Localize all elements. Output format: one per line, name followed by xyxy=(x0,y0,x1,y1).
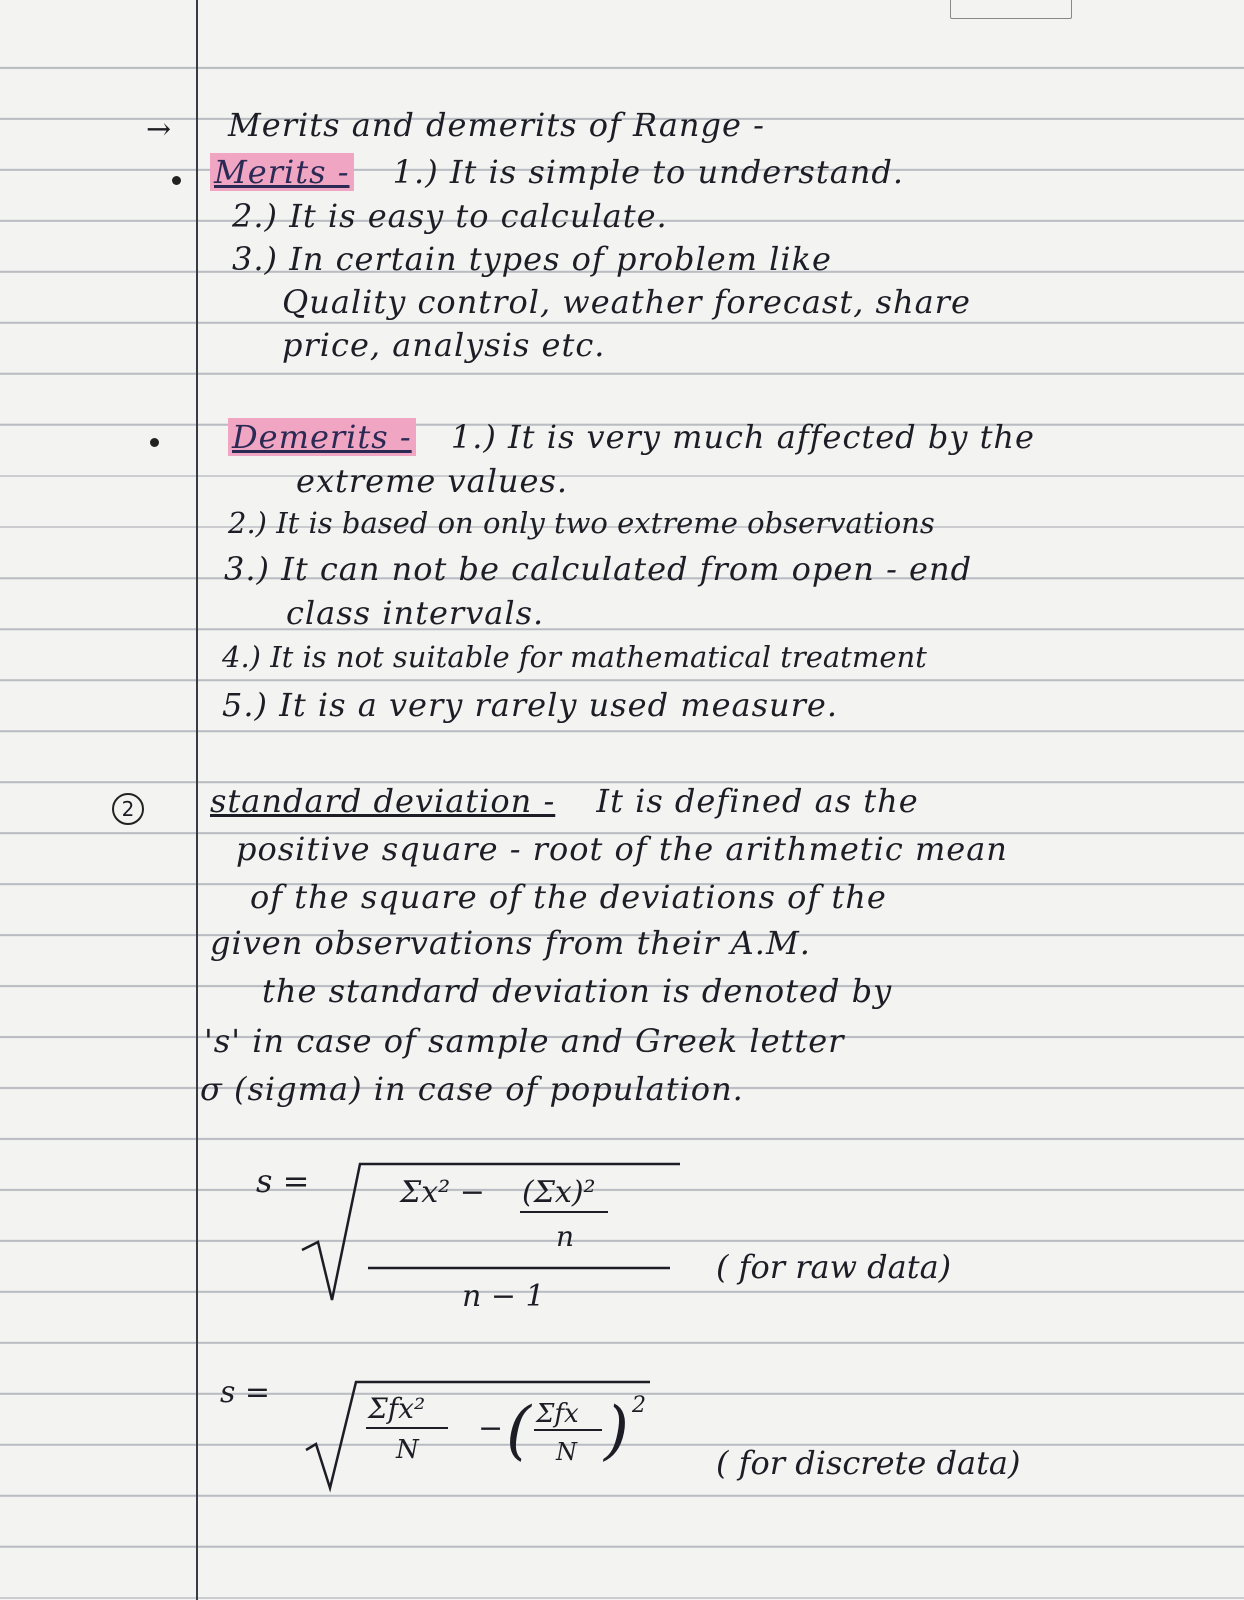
sd-line-2: positive square - root of the arithmetic mean xyxy=(236,830,1008,868)
section-heading: Merits and demerits of Range - xyxy=(228,106,765,144)
formula2-t1-num: Σfx² xyxy=(368,1392,426,1425)
formula-discrete-data xyxy=(210,1370,1130,1514)
formula1-lhs: s = xyxy=(256,1162,310,1200)
formula1-num-b: (Σx)² xyxy=(522,1175,596,1210)
sd-line-5: the standard deviation is denoted by xyxy=(262,972,893,1010)
arrow-icon: → xyxy=(146,112,172,147)
demerits-label: Demerits - xyxy=(228,418,416,456)
left-paren: ( xyxy=(506,1394,531,1468)
formula1-num-b-den: n xyxy=(556,1220,575,1253)
demerits-line-1 xyxy=(228,418,1035,456)
formula2-t2-den: N xyxy=(556,1438,577,1466)
bullet-icon xyxy=(172,176,181,185)
sd-title: standard deviation - xyxy=(210,782,556,820)
formula2-power: 2 xyxy=(632,1393,646,1418)
sd-line-4: given observations from their A.M. xyxy=(210,924,811,962)
demerits-text-1: 1.) It is very much affected by the xyxy=(450,418,1035,456)
formula2-note: ( for discrete data) xyxy=(716,1444,1021,1482)
demerits-line-2: extreme values. xyxy=(296,462,569,500)
formula2-lhs: s = xyxy=(220,1375,271,1410)
merits-line-2: 2.) It is easy to calculate. xyxy=(232,197,668,235)
sd-line-7: σ (sigma) in case of population. xyxy=(200,1070,744,1108)
demerits-line-5: class intervals. xyxy=(286,594,545,632)
merits-line-3: 3.) In certain types of problem like xyxy=(232,240,832,278)
sd-line-6: 's' in case of sample and Greek letter xyxy=(204,1022,845,1060)
sd-line-3: of the square of the deviations of the xyxy=(250,878,887,916)
merits-line-4: Quality control, weather forecast, share xyxy=(282,283,971,321)
right-paren: ) xyxy=(604,1394,629,1468)
margin-line xyxy=(196,0,198,1600)
merits-label: Merits - xyxy=(210,153,354,191)
formula1-den: n − 1 xyxy=(462,1279,545,1314)
formula1-num-a: Σx² − xyxy=(400,1175,485,1210)
demerits-line-4: 3.) It can not be calculated from open - end xyxy=(224,550,973,588)
section-number-badge: 2 xyxy=(112,793,144,825)
merits-line-1 xyxy=(210,153,904,191)
formula-raw-data xyxy=(240,1150,1060,1334)
demerits-line-7: 5.) It is a very rarely used measure. xyxy=(222,686,839,724)
merits-line-5: price, analysis etc. xyxy=(282,326,606,364)
page-number-box xyxy=(950,0,1072,19)
formula-raw-svg xyxy=(240,1150,1060,1330)
formula2-minus: − xyxy=(478,1411,504,1446)
demerits-line-6: 4.) It is not suitable for mathematical treatment xyxy=(222,640,927,674)
formula2-t1-den: N xyxy=(396,1435,419,1465)
formula1-note: ( for raw data) xyxy=(716,1248,952,1286)
demerits-line-3: 2.) It is based on only two extreme observations xyxy=(228,506,935,540)
sd-line-1 xyxy=(210,782,919,820)
sd-text-1: It is defined as the xyxy=(596,782,919,820)
bullet-icon xyxy=(150,438,159,447)
formula-discrete-svg xyxy=(210,1370,1130,1510)
formula2-t2-num: Σfx xyxy=(536,1399,579,1429)
merits-text-1: 1.) It is simple to understand. xyxy=(392,153,905,191)
